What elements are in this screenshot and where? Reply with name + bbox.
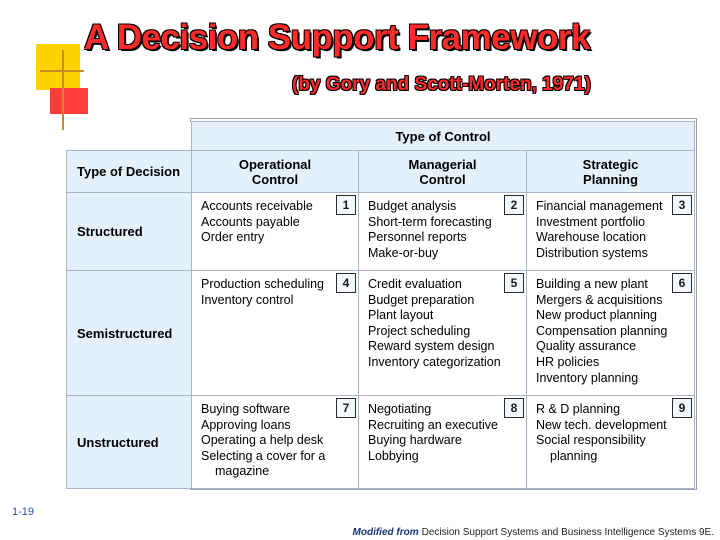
list-item: Inventory categorization — [368, 354, 501, 369]
list-item: Credit evaluation — [368, 277, 462, 291]
cell-number-badge: 4 — [336, 273, 356, 293]
list-item: Lobbying — [368, 448, 419, 463]
list-item: Mergers & acquisitions — [536, 292, 663, 307]
list-item: Approving loans — [201, 417, 291, 432]
column-header-operational — [192, 151, 359, 193]
decorative-red-square — [50, 88, 88, 114]
list-item: Personnel reports — [368, 230, 467, 245]
list-item: Reward system design — [368, 339, 495, 354]
column-header-line2: Control — [419, 171, 466, 187]
list-item: Inventory planning — [536, 370, 639, 385]
list-item: magazine — [215, 464, 270, 479]
list-item: New tech. development — [536, 417, 667, 432]
table-row-semistructured — [67, 271, 695, 396]
column-header-line1: Strategic — [582, 156, 639, 172]
list-item: Selecting a cover for a — [201, 448, 326, 463]
slide-title: A Decision Support Framework — [84, 18, 590, 57]
list-item: Project scheduling — [368, 323, 471, 338]
type-of-decision-header: Type of Decision — [67, 151, 192, 193]
list-item: Accounts receivable — [201, 199, 313, 213]
decorative-horizontal-line — [40, 70, 84, 72]
list-item: Buying hardware — [368, 433, 462, 448]
list-item: Financial management — [536, 199, 663, 213]
cell-8 — [359, 396, 527, 489]
decision-framework-table — [66, 121, 695, 489]
cell-5 — [359, 271, 527, 396]
table-corner-blank — [67, 122, 192, 151]
column-header-line1: Operational — [238, 156, 312, 172]
list-item: Operating a help desk — [201, 433, 324, 448]
cell-4 — [192, 271, 359, 396]
cell-number-badge: 6 — [672, 273, 692, 293]
cell-number-badge: 8 — [504, 398, 524, 418]
list-item: planning — [550, 448, 598, 463]
cell-number-badge: 7 — [336, 398, 356, 418]
cell-7 — [192, 396, 359, 489]
cell-number-badge: 1 — [336, 195, 356, 215]
list-item: Production scheduling — [201, 277, 324, 291]
cell-number-badge: 2 — [504, 195, 524, 215]
list-item: Accounts payable — [201, 214, 300, 229]
list-item: HR policies — [536, 354, 600, 369]
cell-1 — [192, 193, 359, 271]
list-item: Buying software — [201, 402, 290, 416]
list-item: Social responsibility — [536, 433, 646, 448]
cell-3 — [527, 193, 695, 271]
list-item: Warehouse location — [536, 230, 647, 245]
list-item: Recruiting an executive — [368, 417, 498, 432]
list-item: New product planning — [536, 308, 657, 323]
footer-credit — [353, 527, 714, 538]
page-number: 1-19 — [12, 506, 35, 518]
list-item: Order entry — [201, 230, 265, 245]
list-item: Inventory control — [201, 292, 294, 307]
list-item: Short-term forecasting — [368, 214, 492, 229]
decorative-vertical-line — [62, 50, 64, 130]
footer-source: Decision Support Systems and Business Intelligence Systems 9E. — [421, 527, 714, 538]
cell-number-badge: 3 — [672, 195, 692, 215]
list-item: Distribution systems — [536, 245, 648, 260]
cell-number-badge: 5 — [504, 273, 524, 293]
cell-number-badge: 9 — [672, 398, 692, 418]
cell-6 — [527, 271, 695, 396]
row-label-structured: Structured — [67, 193, 192, 271]
list-item: Investment portfolio — [536, 214, 646, 229]
list-item: Budget analysis — [368, 199, 457, 213]
list-item: Quality assurance — [536, 339, 637, 354]
list-item: Negotiating — [368, 402, 432, 416]
type-of-control-header: Type of Control — [192, 122, 695, 151]
list-item: Budget preparation — [368, 292, 475, 307]
list-item: Compensation planning — [536, 323, 668, 338]
row-label-unstructured: Unstructured — [67, 396, 192, 489]
decorative-yellow-square — [36, 44, 80, 90]
cell-9 — [527, 396, 695, 489]
footer-prefix: Modified from — [352, 527, 419, 538]
list-item: Make-or-buy — [368, 245, 439, 260]
row-label-semistructured: Semistructured — [67, 271, 192, 396]
column-header-line2: Control — [251, 171, 299, 187]
column-header-managerial — [359, 151, 527, 193]
list-item: Building a new plant — [536, 277, 648, 291]
column-header-line2: Planning — [583, 171, 638, 187]
column-header-line1: Managerial — [408, 156, 477, 172]
table-row-structured — [67, 193, 695, 271]
column-header-strategic — [527, 151, 695, 193]
slide-subtitle: (by Gory and Scott-Morten, 1971) — [292, 74, 591, 95]
cell-2 — [359, 193, 527, 271]
table-row-unstructured — [67, 396, 695, 489]
list-item: Plant layout — [368, 308, 434, 323]
list-item: R & D planning — [536, 402, 621, 416]
